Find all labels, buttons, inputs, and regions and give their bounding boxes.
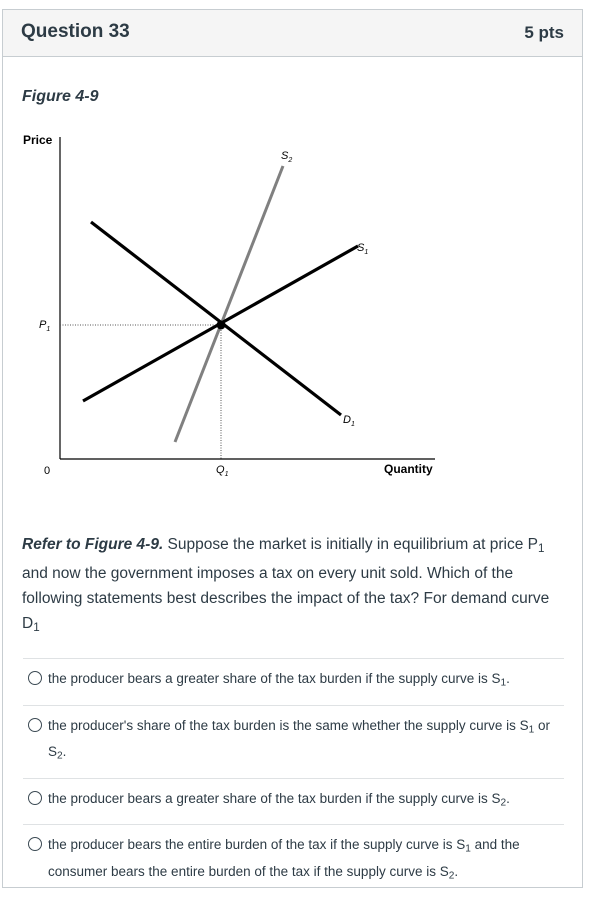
figure-reference: Refer to Figure 4-9. xyxy=(22,536,164,553)
p1-label: $P_1$ xyxy=(39,319,51,333)
answer-list xyxy=(23,658,564,897)
question-card xyxy=(2,9,583,888)
d1-label: $D_1$ xyxy=(343,414,355,428)
y-axis-label: Price xyxy=(23,133,53,147)
s1-label: $S_1$ xyxy=(357,242,369,256)
radio-button[interactable] xyxy=(28,837,42,851)
question-points: 5 pts xyxy=(524,23,564,42)
radio-button[interactable] xyxy=(28,671,42,685)
equilibrium-point xyxy=(217,321,226,330)
answer-option-4[interactable]: the producer bears the entire burden of the tax if the supply curve is $S_1$ and the consumer bears the entire burden of the tax if the supply curve is $S_2$. xyxy=(23,824,564,897)
question-text: Refer to Figure 4-9. Suppose the market is initially in equilibrium at price $P_1$ and now the government imposes a tax on every unit sold. Which of the following statements best describes the impact of the tax? For demand curve $D_1$ xyxy=(22,536,550,634)
answer-option-2[interactable]: the producer's share of the tax burden is the same whether the supply curve is $S_1$ or $S_2$. xyxy=(23,705,564,778)
x-axis-label: Quantity xyxy=(384,462,433,476)
radio-button[interactable] xyxy=(28,791,42,805)
supply-curve-s2 xyxy=(175,166,283,442)
q1-label: $Q_1$ xyxy=(216,464,229,478)
answer-option-3[interactable]: the producer bears a greater share of the tax burden if the supply curve is $S_2$. xyxy=(23,778,564,825)
radio-button[interactable] xyxy=(28,718,42,732)
answer-option-1[interactable]: the producer bears a greater share of the tax burden if the supply curve is $S_1$. xyxy=(23,658,564,705)
figure-title: Figure 4-9 xyxy=(22,88,99,105)
origin-label: 0 xyxy=(44,465,51,477)
supply-demand-graph xyxy=(3,10,582,510)
demand-curve-d1 xyxy=(91,222,341,415)
s2-label: $S_2$ xyxy=(281,150,293,164)
question-title: Question 33 xyxy=(21,21,130,42)
